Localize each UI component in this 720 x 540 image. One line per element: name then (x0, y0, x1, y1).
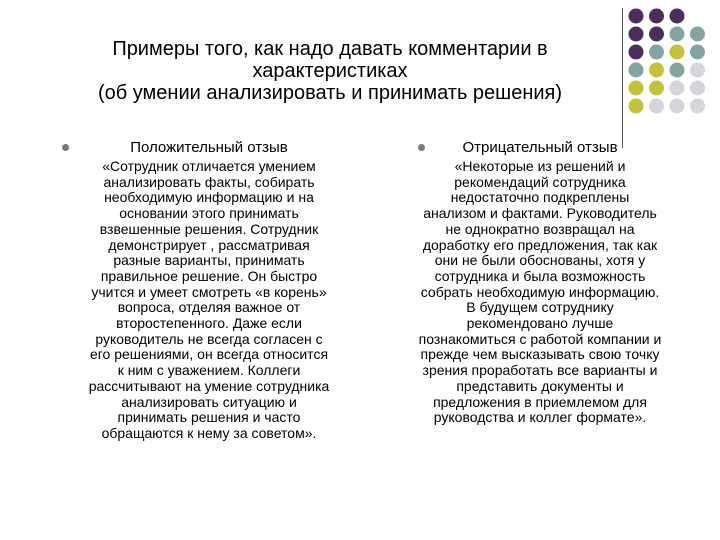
text-line: к ним с уважением. Коллеги (117, 362, 301, 379)
text-line: собрать необходимую информацию. (420, 283, 660, 300)
decorative-dot (670, 81, 685, 96)
text-line: сотрудника и была возможность (434, 267, 646, 284)
text-line: руководства и коллег формате». (433, 409, 647, 426)
text-line: недостаточно подкреплены (450, 189, 630, 206)
decorative-dot (670, 63, 685, 78)
decorative-dot (670, 27, 685, 42)
text-line: не однократно возвращал на (445, 220, 635, 237)
decorative-dot (690, 81, 705, 96)
text-line: анализом и фактами. Руководитель (423, 205, 657, 222)
text-line: рассчитывают на умение сотрудника (88, 377, 330, 394)
decorative-dot (629, 63, 644, 78)
text-line: разные варианты, принимать (113, 252, 305, 269)
decorative-dot (690, 27, 705, 42)
text-line: руководитель не всегда согласен с (95, 330, 323, 347)
text-line: второстепенного. Даже если (116, 315, 302, 332)
decorative-dot (649, 45, 664, 60)
text-line: его решениями, он всегда относится (89, 346, 329, 363)
decorative-dot (670, 99, 685, 114)
text-line: анализировать ситуацию и (121, 393, 297, 410)
title-line-2: характеристиках (252, 60, 408, 82)
text-line: основании этого принимать (119, 205, 299, 222)
decorative-divider-line (622, 8, 623, 148)
text-line: доработку его предложения, так как (422, 236, 658, 253)
positive-heading-text: Положительный отзыв (130, 139, 288, 156)
text-line: правильное решение. Он быстро (100, 267, 318, 284)
decorative-dot (629, 9, 644, 24)
bullet-icon (62, 144, 69, 151)
text-line: обращаются к нему за советом». (101, 424, 317, 441)
text-line: демонстрирует , рассматривая (108, 236, 310, 253)
text-line: прежде чем высказывать свою точку (420, 346, 660, 363)
text-line: учится и умеет смотреть «в корень» (91, 283, 327, 300)
decorative-dot (649, 27, 664, 42)
negative-heading-text: Отрицательный отзыв (462, 139, 618, 156)
decorative-dot-grid (628, 8, 714, 120)
decorative-dot (629, 99, 644, 114)
decorative-dot (649, 9, 664, 24)
decorative-dot (629, 81, 644, 96)
negative-review-text (390, 159, 690, 426)
decorative-dot (629, 27, 644, 42)
text-line: взвешенные решения. Сотрудник (99, 220, 319, 237)
decorative-dot (690, 45, 705, 60)
text-line: принимать решения и часто (117, 409, 301, 426)
text-line: вопроса, отделяя важное от (117, 299, 301, 316)
text-line: рекомендаций сотрудника (454, 173, 626, 190)
text-line: рекомендовано лучше (466, 315, 614, 332)
title-line-1: Примеры того, как надо давать комментарии в (112, 38, 548, 60)
negative-review-column (390, 138, 690, 426)
decorative-dot (670, 9, 685, 24)
text-line: познакомиться с работой компании и (418, 330, 662, 347)
title-line-3: (об умении анализировать и принимать решения) (97, 82, 563, 104)
text-line: «Сотрудник отличается умением (102, 158, 316, 174)
text-line: зрения проработать все варианты и (422, 362, 658, 379)
text-line: В будущем сотруднику (466, 299, 614, 316)
decorative-dot (649, 81, 664, 96)
text-line: необходимую информацию и на (104, 189, 314, 206)
text-line: «Некоторые из решений и (454, 158, 626, 174)
slide-title (60, 38, 600, 104)
decorative-dot (670, 45, 685, 60)
text-line: они не были обоснованы, хотя у (434, 252, 646, 269)
text-line: анализировать факты, собирать (103, 173, 315, 190)
decorative-dot (690, 63, 705, 78)
text-line: предложения в приемлемом для (433, 393, 647, 410)
positive-review-text (66, 159, 352, 442)
negative-review-heading (390, 138, 690, 158)
decorative-dot (649, 99, 664, 114)
bullet-icon (418, 144, 425, 151)
positive-review-heading (66, 138, 352, 158)
decorative-dot (649, 63, 664, 78)
text-line: представить документы и (456, 377, 624, 394)
decorative-dot (690, 99, 705, 114)
positive-review-column (66, 138, 352, 442)
decorative-dot (629, 45, 644, 60)
